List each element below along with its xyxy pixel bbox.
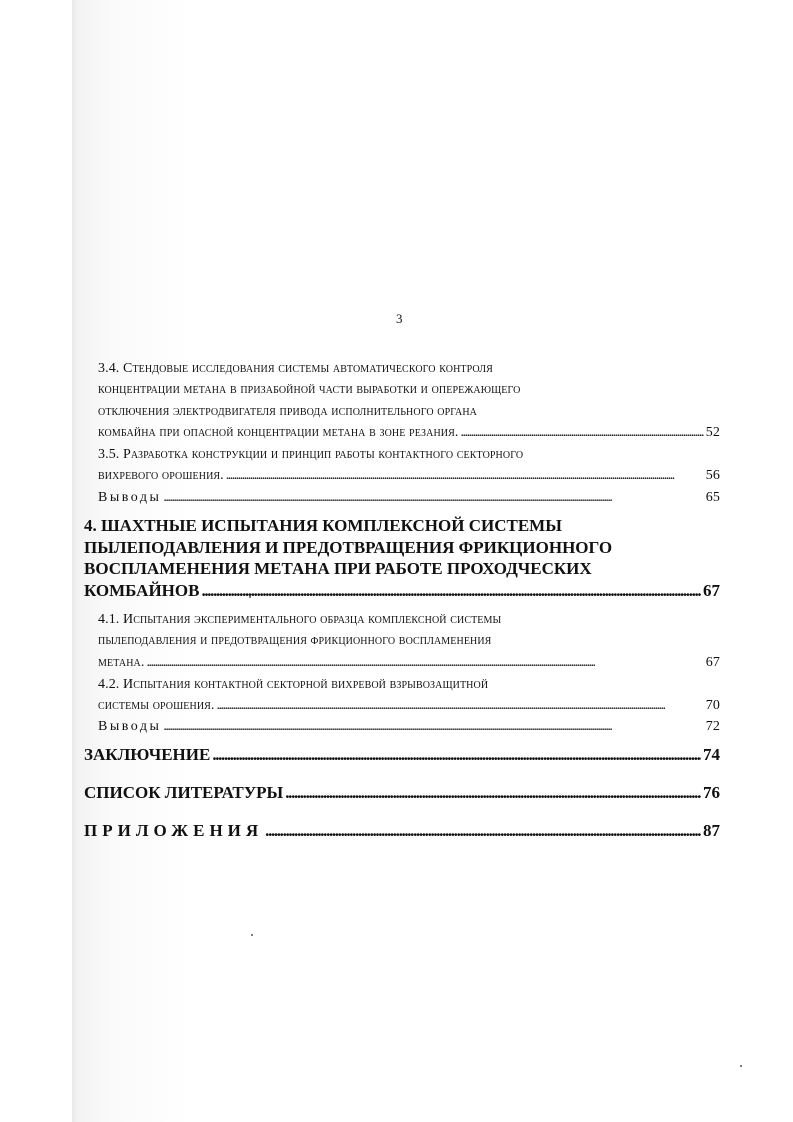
toc-chapter-line: КОМБАЙНОВ	[84, 580, 200, 600]
toc-conclusion[interactable]	[84, 744, 720, 766]
toc-entry-conclusions-4[interactable]	[98, 716, 720, 737]
toc-entry-4-1[interactable]	[98, 609, 720, 673]
dot-leader	[217, 695, 704, 716]
dot-leader	[163, 716, 703, 737]
page-number: 3	[396, 311, 403, 326]
toc-chapter-line: ПЫЛЕПОДАВЛЕНИЯ И ПРЕДОТВРАЩЕНИЯ ФРИКЦИОННОГО	[84, 537, 613, 557]
toc-entry-line: вихревого орошения.	[98, 468, 224, 484]
toc-page-number: 70	[705, 698, 720, 714]
toc-entry-line: пылеподавления и предотвращения фрикционного воспламенения	[98, 633, 492, 649]
toc-page-number: 67	[703, 580, 720, 600]
dot-leader	[212, 744, 701, 766]
scan-speck	[249, 596, 251, 598]
toc-entry-line: метана.	[98, 654, 145, 670]
dot-leader	[285, 782, 701, 804]
toc-entry-line: отключения электродвигателя привода исполнительного органа	[98, 403, 477, 419]
dot-leader	[201, 580, 701, 602]
toc-chapter-line: ВОСПЛАМЕНЕНИЯ МЕТАНА ПРИ РАБОТЕ ПРОХОДЧЕСКИХ	[84, 559, 592, 579]
toc-chapter-title: ЗАКЛЮЧЕНИЕ	[84, 745, 211, 764]
scan-speck	[740, 1065, 742, 1067]
toc-page-number: 67	[705, 654, 720, 670]
toc-page-number: 76	[703, 783, 720, 802]
dot-leader	[226, 465, 704, 486]
toc-entry-line: концентрации метана в призабойной части выработки и опережающего	[98, 382, 521, 398]
toc-page-number: 65	[705, 490, 720, 505]
toc-entry-4-2[interactable]	[98, 674, 720, 717]
toc-entry-line: 4.2. Испытания контактной секторной вихревой взрывозащитной	[98, 677, 489, 692]
toc-entry-line: 4.1. Испытания экспериментального образца комплексной системы	[98, 612, 502, 627]
toc-page-number: 56	[705, 468, 720, 484]
toc-chapter-line: 4. ШАХТНЫЕ ИСПЫТАНИЯ КОМПЛЕКСНОЙ СИСТЕМЫ	[84, 516, 562, 535]
toc-entry-line: 3.5. Разработка конструкции и принцип работы контактного секторного	[98, 447, 524, 462]
dot-leader	[460, 422, 703, 443]
toc-chapter-title: СПИСОК ЛИТЕРАТУРЫ	[84, 783, 284, 802]
toc-page-number: 72	[705, 719, 720, 734]
toc-entry-title: Выводы	[98, 490, 162, 505]
toc-chapter-title: ПРИЛОЖЕНИЯ	[84, 821, 264, 840]
scan-speck	[251, 934, 253, 936]
toc-entry-line: 3.4. Стендовые исследования системы автоматического контроля	[98, 361, 493, 376]
toc-page-number: 74	[703, 745, 720, 764]
toc-entry-title: Выводы	[98, 719, 162, 734]
toc-entry-line: системы орошения.	[98, 698, 215, 714]
dot-leader	[146, 652, 703, 673]
toc-entry-line: комбайна при опасной концентрации метана в зоне резания.	[98, 425, 459, 441]
toc-entry-conclusions-3[interactable]	[98, 487, 720, 508]
toc-page-number: 87	[703, 821, 720, 840]
toc-chapter-4[interactable]	[84, 515, 720, 601]
toc-entry-3-5[interactable]	[98, 444, 720, 487]
toc-entry-3-4[interactable]	[98, 358, 720, 444]
toc-references[interactable]	[84, 782, 720, 804]
toc-appendices[interactable]	[84, 820, 720, 842]
dot-leader	[163, 487, 703, 508]
toc-page-number: 52	[705, 425, 720, 441]
dot-leader	[265, 820, 701, 842]
